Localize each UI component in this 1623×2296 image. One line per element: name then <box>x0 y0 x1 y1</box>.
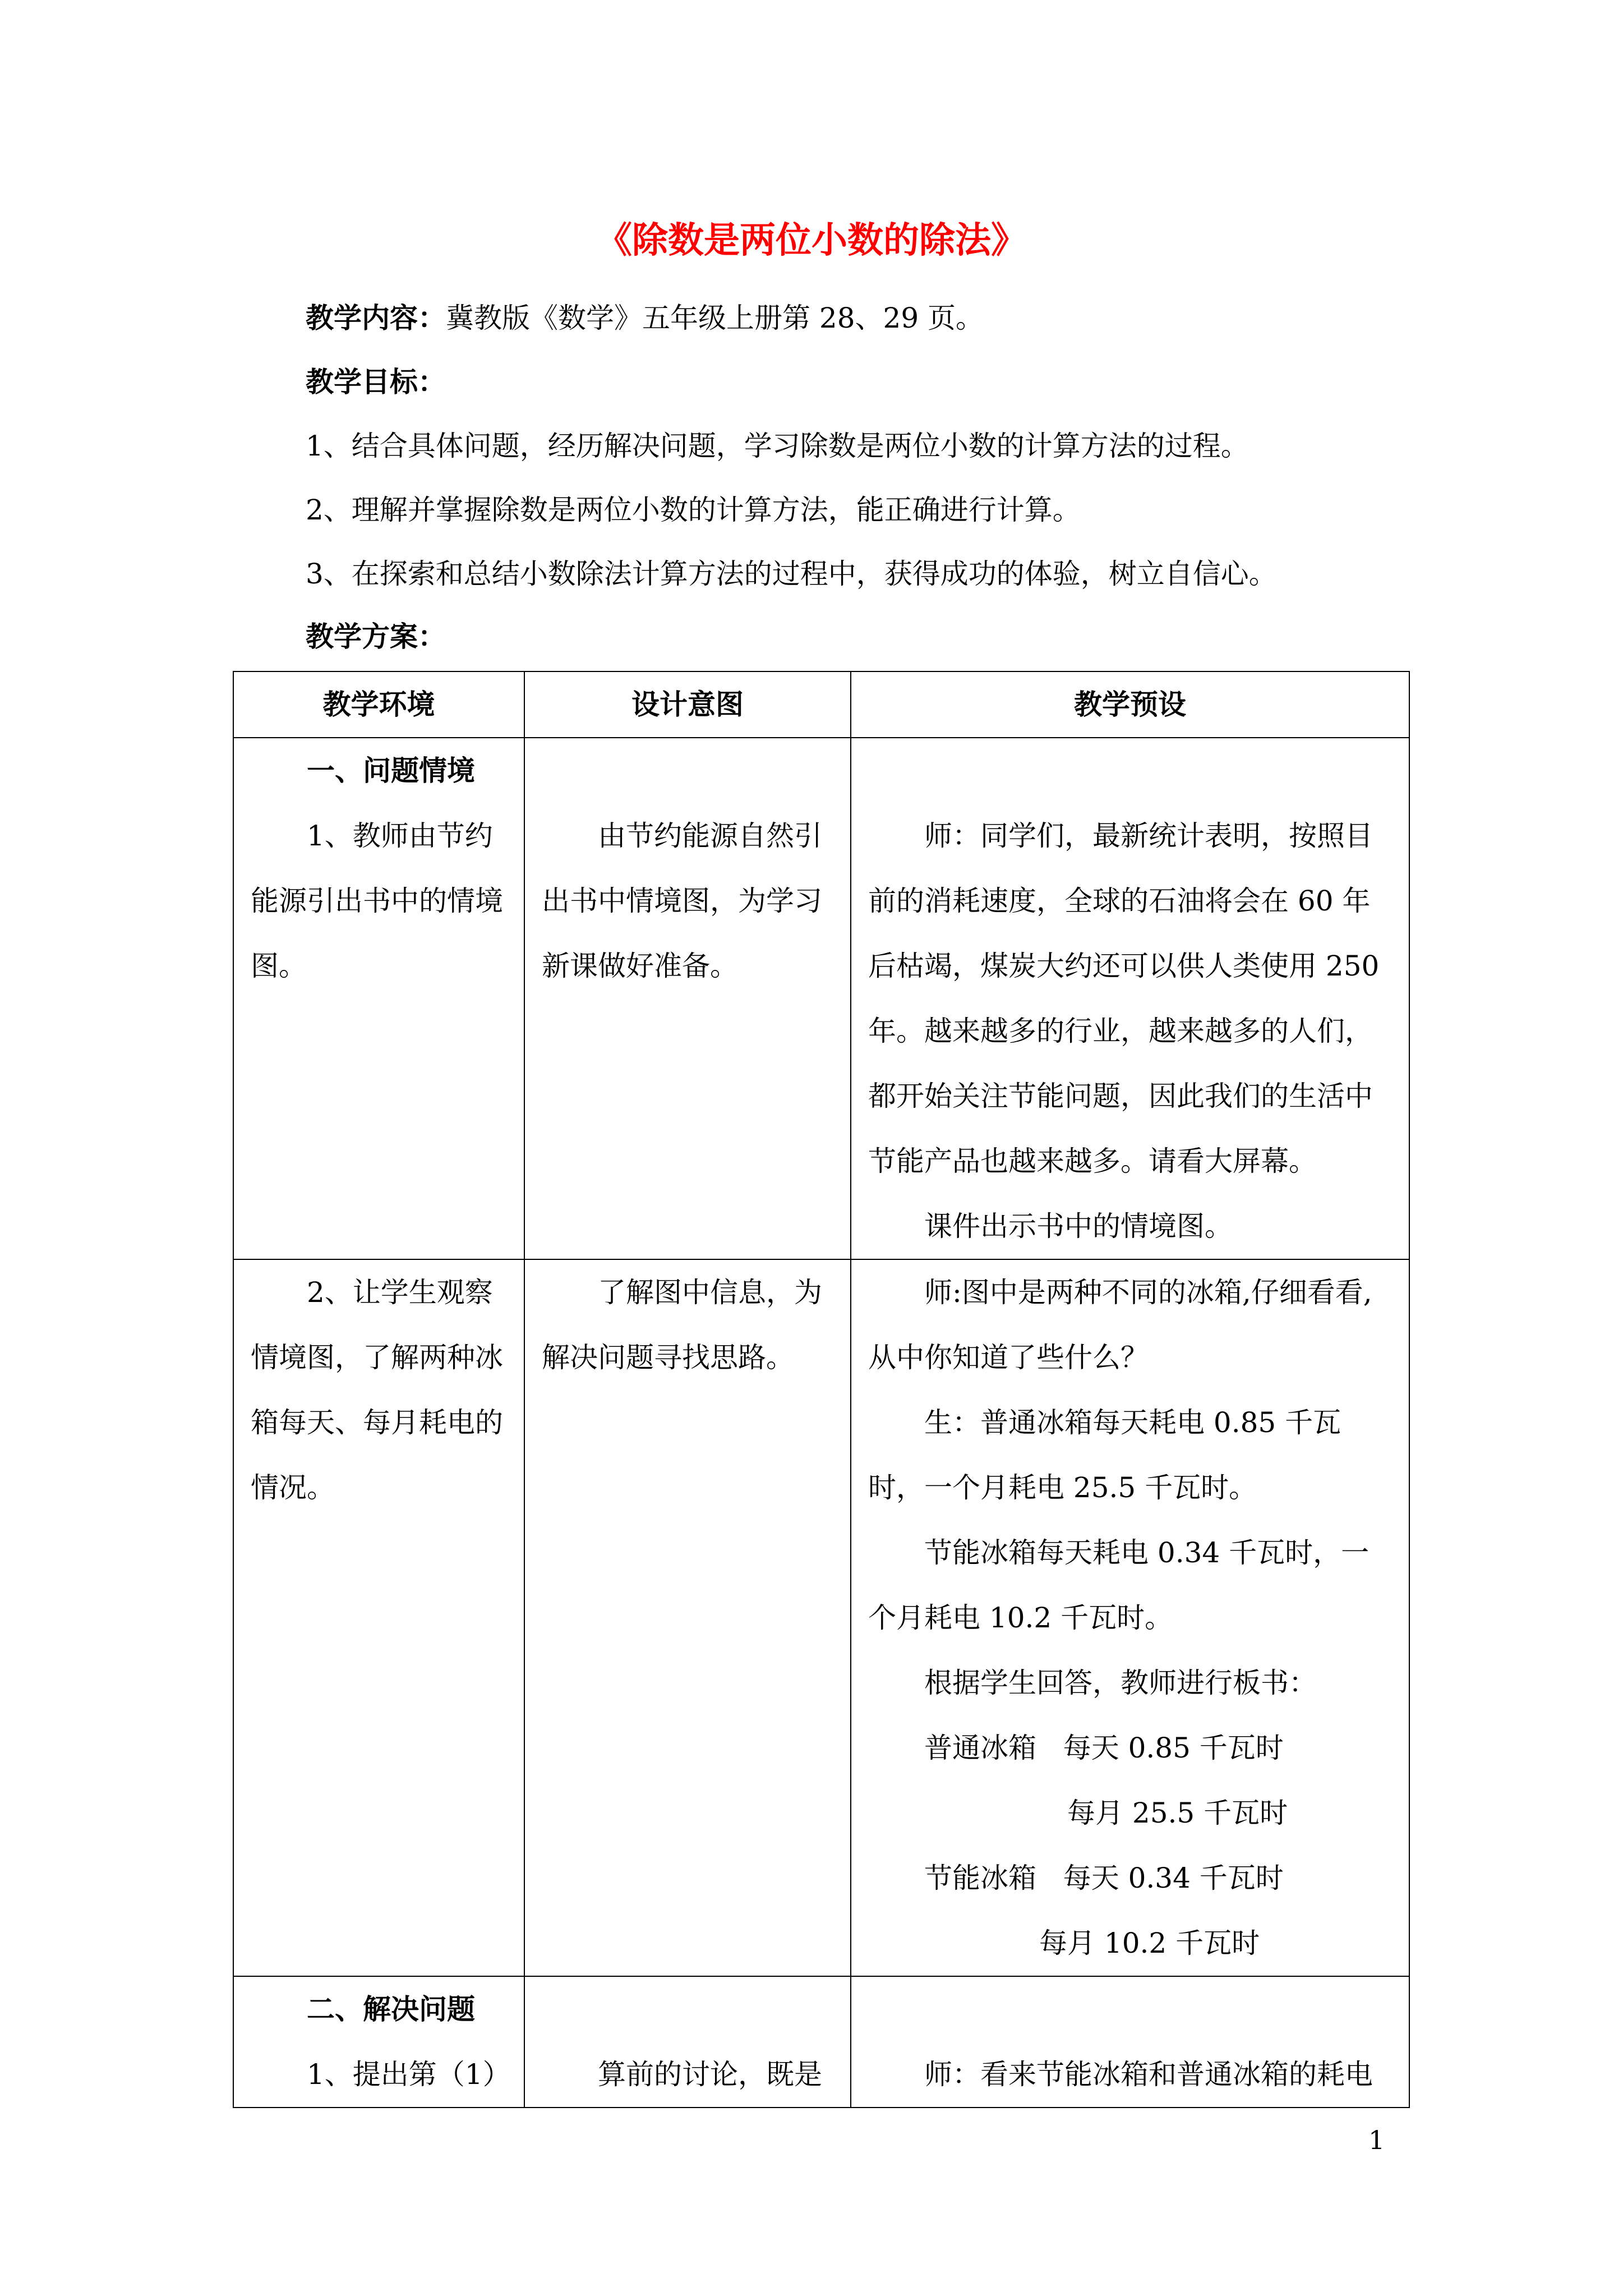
page-number: 1 <box>1368 2125 1385 2155</box>
section-heading: 一、问题情境 <box>307 754 475 787</box>
env-cell <box>233 1259 524 1976</box>
preset-text: 根据学生回答，教师进行板书： <box>924 1667 1317 1699</box>
intent-cell <box>524 738 851 1259</box>
board-line: 节能冰箱 每天 0.34 千瓦时 <box>924 1862 1284 1894</box>
table-row <box>233 738 1409 1259</box>
goal-item: 1、结合具体问题，经历解决问题，学习除数是两位小数的计算方法的过程。 <box>306 430 1249 462</box>
goals-heading: 教学目标： <box>306 365 446 398</box>
preset-text: 节能冰箱每天耗电 0.34 千瓦时，一个月耗电 10.2 千瓦时。 <box>868 1536 1370 1634</box>
table-header-row <box>233 671 1409 738</box>
preset-text: 师：看来节能冰箱和普通冰箱的耗电 <box>924 2058 1373 2091</box>
env-cell <box>233 738 524 1259</box>
header-intent: 设计意图 <box>524 671 851 738</box>
board-line: 每月 10.2 千瓦时 <box>1039 1927 1260 1959</box>
preset-text: 生：普通冰箱每天耗电 0.85 千瓦时，一个月耗电 25.5 千瓦时。 <box>868 1406 1341 1504</box>
env-text: 2、让学生观察情境图，了解两种冰箱每天、每月耗电的情况。 <box>251 1276 503 1504</box>
intent-cell <box>524 1259 851 1976</box>
document-title: 《除数是两位小数的除法》 <box>596 219 1027 261</box>
table-row <box>233 1976 1409 2108</box>
intent-text: 了解图中信息，为解决问题寻找思路。 <box>542 1276 822 1374</box>
preset-cell <box>851 1976 1409 2108</box>
preset-text: 课件出示书中的情境图。 <box>924 1210 1233 1243</box>
content-label: 教学内容： <box>306 301 446 334</box>
intent-text: 算前的讨论，既是 <box>598 2058 822 2091</box>
env-cell <box>233 1976 524 2108</box>
preset-cell <box>851 738 1409 1259</box>
content-line <box>306 298 1433 338</box>
section-heading: 二、解决问题 <box>307 1993 475 2026</box>
env-text: 1、教师由节约能源引出书中的情境图。 <box>251 820 503 982</box>
env-text: 1、提出第（1） <box>307 2058 511 2091</box>
preset-text: 师:图中是两种不同的冰箱,仔细看看,从中你知道了些什么？ <box>868 1276 1372 1374</box>
content-text: 冀教版《数学》五年级上册第 28、29 页。 <box>446 302 984 334</box>
teaching-plan-table <box>233 671 1410 2108</box>
preset-cell <box>851 1259 1409 1976</box>
intent-cell <box>524 1976 851 2108</box>
board-line: 每月 25.5 千瓦时 <box>1067 1797 1288 1829</box>
table-row <box>233 1259 1409 1976</box>
plan-heading: 教学方案： <box>306 620 446 653</box>
preset-text: 师：同学们，最新统计表明，按照目前的消耗速度，全球的石油将会在 60 年后枯竭，煤炭大约还可以供人类使用 250 年。越来越多的行业，越来越多的人们，都开始关注节能问题，因此我们的生活中节能产品也越来越多。请看大屏幕。 <box>868 820 1380 1177</box>
goal-item: 2、理解并掌握除数是两位小数的计算方法，能正确进行计算。 <box>306 494 1081 526</box>
intent-text: 由节约能源自然引出书中情境图，为学习新课做好准备。 <box>542 820 822 982</box>
header-env: 教学环境 <box>233 671 524 738</box>
header-preset: 教学预设 <box>851 671 1409 738</box>
board-line: 普通冰箱 每天 0.85 千瓦时 <box>924 1732 1284 1764</box>
goal-item: 3、在探索和总结小数除法计算方法的过程中，获得成功的体验，树立自信心。 <box>306 558 1277 590</box>
